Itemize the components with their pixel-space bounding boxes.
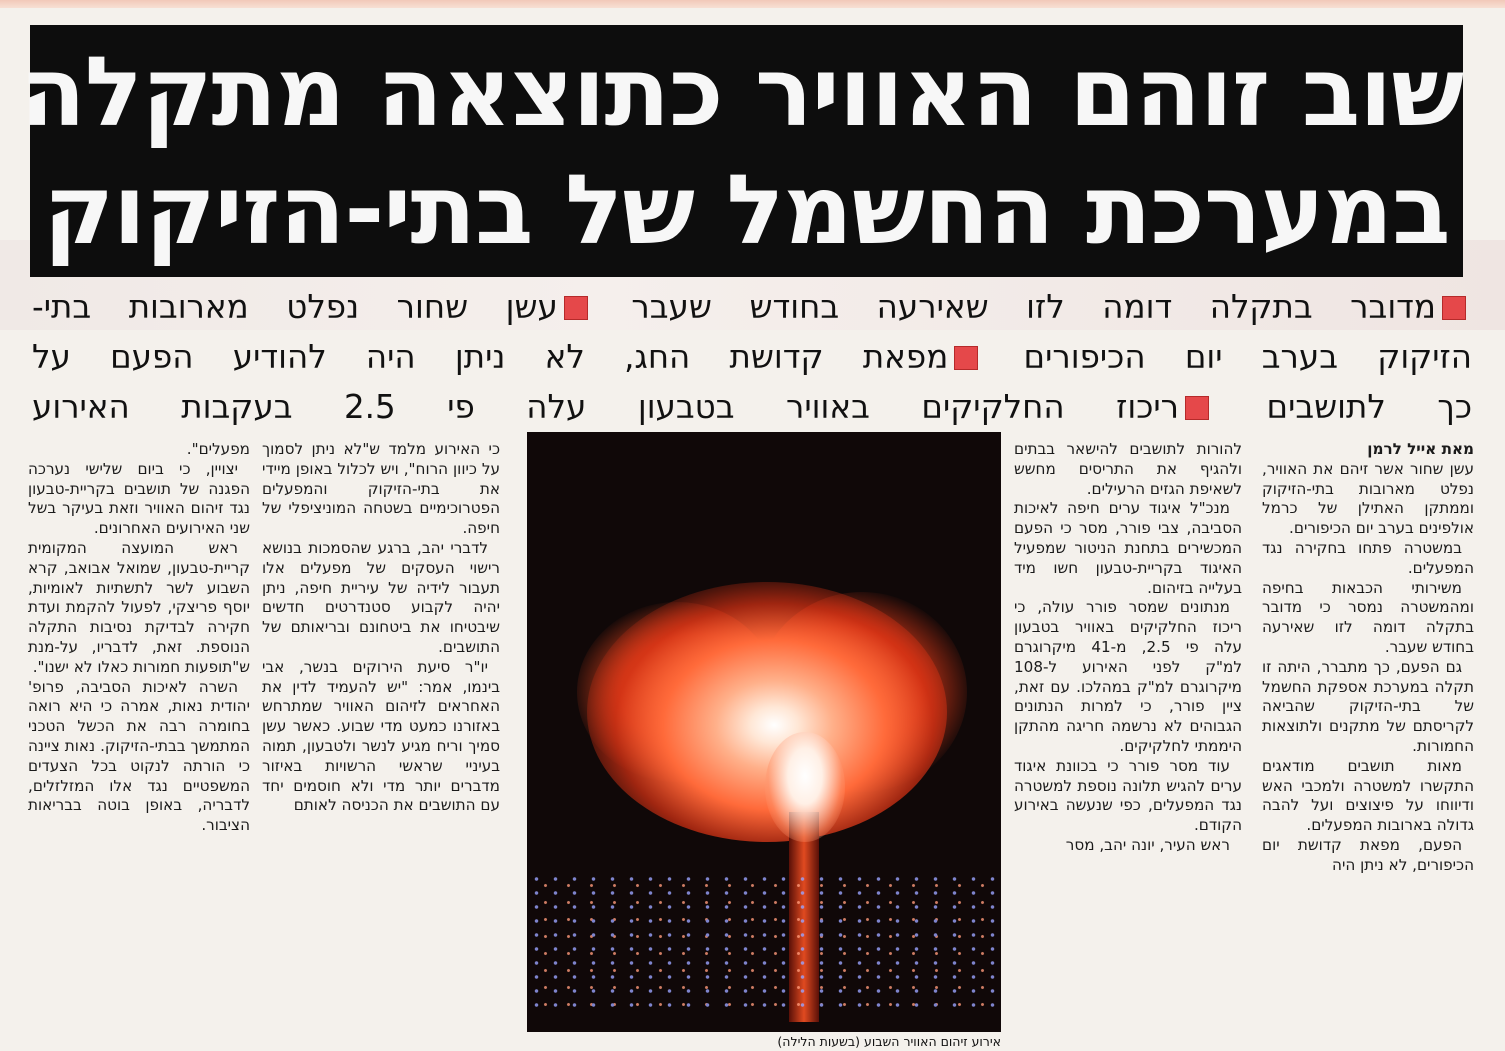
subhead-text-1: מדובר בתקלה דומה לזו שאירעה בחודש שעבר עשן שחור נפלט מארובות בתי- bbox=[32, 288, 1436, 326]
red-bullet-icon bbox=[564, 296, 588, 320]
flare-light bbox=[765, 732, 845, 842]
paragraph: עשן שחור אשר זיהם את האוויר, נפלט מארובות בתי-הזיקוק וממתקן האתילן של כרמל אולפינים בערב יום הכיפורים. bbox=[1262, 459, 1474, 538]
headline-box bbox=[19, 25, 1463, 277]
red-bullet-icon bbox=[1185, 396, 1209, 420]
article-column-2 bbox=[1014, 440, 1242, 1045]
paragraph: עוד מסר פורר כי בכוונת איגוד ערים להגיש תלונה נוספת למשטרה נגד המפעלים, כפי שנעשה באירוע הקודם. bbox=[1014, 756, 1242, 835]
paragraph: מנכ"ל איגוד ערים חיפה לאיכות הסביבה, צבי פורר, מסר כי הפעם המכשירים בתחנת הניטור שמפעיל האיגוד בקריית-טבעון חשו מיד בעלייה בזיהום. bbox=[1014, 499, 1242, 597]
paragraph: ראש העיר, יונה יהב, מסר bbox=[1065, 835, 1230, 854]
paragraph: יו"ר סיעת הירוקים בנשר, אבי בינמו, אמר: "יש להעמיד לדין את האחראים לזיהום האוויר שמתרחש באזורנו כמעט מדי שבוע. כאשר עשן סמיך וריח מגיע לנשר ולטבעון, תמוה בעיניי שראשי הרשויות באיזור מדברים יותר מדי ולא חוסמים יחד עם התושבים את הכניסה לאותם bbox=[262, 657, 500, 815]
paragraph: ראש המועצה המקומית קריית-טבעון, שמואל אבואב, קרא השבוע לשר לתשתיות לאומיות, יוסף פריצקי, לפעול להקמת ועדת חקירה לבדיקת נסיבות התקלה הנוספת. זאת, לדבריו, על-מנת ש"תופעות חמורות כאלו לא ישנו". bbox=[28, 538, 250, 676]
red-bullet-icon bbox=[1442, 296, 1466, 320]
byline: מאת אייל לרמן bbox=[1367, 440, 1474, 458]
paragraph: השרה לאיכות הסביבה, פרופ' יהודית נאות, אמרה כי היא רואה בחומרה רבה את הכשל הטכני המתמשך בבתי-הזיקוק. נאות ציינה כי הורתה לנקוט בכל הצעדים המשפטיים נגד אלו המזלזלים, לדבריה, באופן בוטה בבריאות הציבור. bbox=[28, 677, 250, 835]
photo-caption: אירוע זיהום האוויר השבוע (בשעות הלילה) bbox=[527, 1034, 1001, 1050]
paragraph: לדברי יהב, ברגע שהסמכות בנושא רישוי העסקים של מפעלים אלו תעבור לידיה של עיריית חיפה, ניתן יהיה לקבוע סטנדרטים חדשים שיבטיחו את ביטחונם ובריאותם של התושבים. bbox=[262, 538, 500, 656]
paragraph: מנתונים שמסר פורר עולה, כי ריכוז החלקיקים באוויר בטבעון עלה פי 2.5, מ-41 מיקרוגרם למ"ק לפני האירוע ל-108 מיקרוגרם למ"ק במהלכו. עם זאת, ציין פורר, כי למרות הנתונים הגבוהים לא נרשמה חריגה מהתקן היממתי לחלקיקים. bbox=[1014, 598, 1242, 755]
headline-line-1: שוב זוהם האוויר כתוצאה מתקלה bbox=[19, 36, 1463, 148]
paragraph: להורות לתושבים להישאר בבתים ולהגיף את התריסים מחשש לשאיפת הגזים הרעילים. bbox=[1014, 440, 1242, 498]
red-bullet-icon bbox=[954, 346, 978, 370]
paragraph: יצויין, כי ביום שלישי נערכה הפגנה של תושבים בקריית-טבעון נגד זיהום האוויר וזאת בעיקר בשל שני האירועים האחרונים. bbox=[28, 459, 250, 538]
article-column-4 bbox=[28, 440, 250, 1045]
article-column-1 bbox=[1262, 440, 1474, 1045]
paragraph: מאות תושבים מודאגים התקשרו למשטרה ולמכבי האש ודיווחו על פיצוצים ועל להבה גדולה בארובות המפעלים. bbox=[1262, 756, 1474, 835]
subhead-line-1 bbox=[32, 282, 1472, 332]
subhead-text-2: הזיקוק בערב יום הכיפורים מפאת קדושת החג, לא ניתן היה להודיע הפעם על bbox=[32, 338, 1472, 376]
paragraph: משירותי הכבאות בחיפה ומהמשטרה נמסר כי מדובר בתקלה דומה לזו שאירעה בחודש שעבר. bbox=[1262, 578, 1474, 656]
refinery-lights bbox=[527, 872, 1001, 1012]
paragraph: הפעם, מפאת קדושת יום הכיפורים, לא ניתן היה bbox=[1262, 835, 1474, 874]
subheadline bbox=[32, 282, 1472, 430]
article-column-3 bbox=[262, 440, 500, 1045]
news-photo bbox=[527, 432, 1001, 1032]
top-color-strip bbox=[0, 0, 1505, 8]
paragraph: במשטרה פתחו בחקירה נגד המפעלים. bbox=[1262, 538, 1474, 577]
subhead-line-3 bbox=[32, 382, 1472, 430]
paragraph: מפעלים". bbox=[186, 440, 250, 458]
paragraph: כי האירוע מלמד ש"לא ניתן לסמוך על כיוון הרוח", ויש לכלול באופן מיידי את בתי-הזיקוק והמפעלים הפטרוכימיים בשטחה המוניציפלי של חיפה. bbox=[262, 440, 500, 538]
headline-line-2: במערכת החשמל של בתי-הזיקוק bbox=[43, 154, 1450, 266]
paragraph: גם הפעם, כך מתברר, היתה זו תקלה במערכת אספקת החשמל של בתי-הזיקוק שהביאה לקריסתם של מתקנים ולתוצאות החמורות. bbox=[1262, 657, 1474, 755]
subhead-line-2 bbox=[32, 332, 1472, 382]
subhead-text-3: כך לתושבים ריכוז החלקיקים באוויר בטבעון עלה פי 2.5 בעקבות האירוע bbox=[32, 388, 1472, 426]
